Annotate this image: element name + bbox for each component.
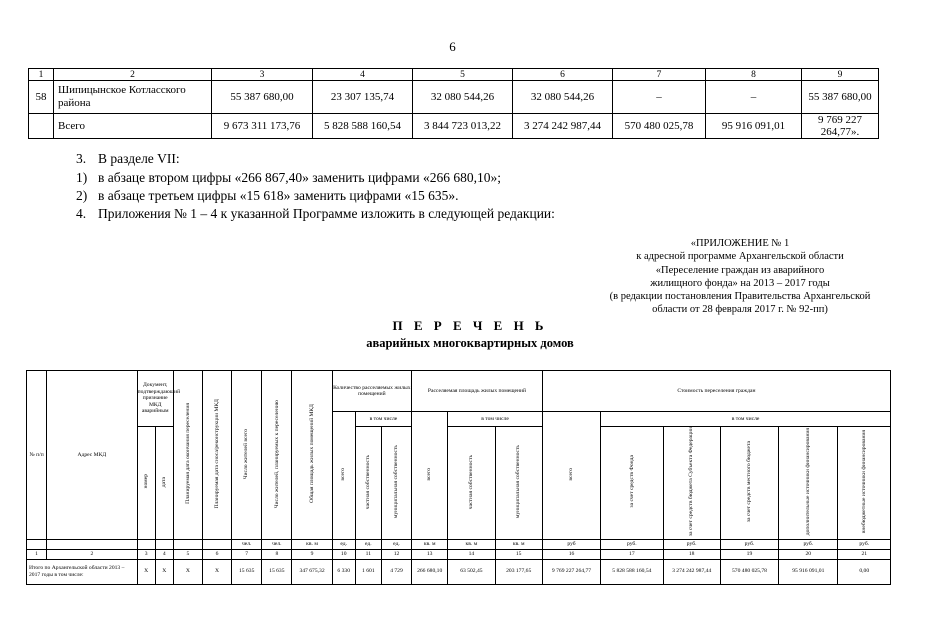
header-cost-local <box>720 427 778 540</box>
column-number: 7 <box>613 69 706 81</box>
column-number: 4 <box>313 69 413 81</box>
header-cost-additional-text: дополнительные источники финансирования <box>805 428 812 536</box>
unit-cell-empty <box>137 539 155 549</box>
column-number: 8 <box>262 549 292 559</box>
unit-cell: руб. <box>720 539 778 549</box>
unit-cell-empty <box>27 539 47 549</box>
header-row <box>27 427 891 540</box>
cell-value: 55 387 680,00 <box>212 81 313 114</box>
cell-value: 3 274 242 987,44 <box>513 114 613 139</box>
header-doc-number-text: номер <box>142 474 149 489</box>
header-planned-demolition-text: Планируемая дата сноса/реконструкции МКД <box>213 398 220 509</box>
cell-value: 55 387 680,00 <box>802 81 879 114</box>
unit-cell: кв. м <box>292 539 332 549</box>
appendix-header <box>540 237 940 317</box>
column-number: 9 <box>292 549 332 559</box>
paragraph <box>76 188 459 204</box>
totals-value: X <box>173 559 202 584</box>
column-number: 3 <box>137 549 155 559</box>
paragraph-number: 4. <box>76 206 87 221</box>
header-area-total-text: всего <box>426 467 433 481</box>
header-cost-local-text: за счет средств местного бюджета <box>746 441 753 523</box>
header-cost-extra-budget-text: внебюджетные источники финансирования <box>860 429 867 534</box>
header-cost-fund <box>601 427 663 540</box>
totals-label: Итого по Архангельской области 2013 – 2017 годы в том числе: <box>27 559 138 584</box>
column-number: 1 <box>29 69 54 81</box>
unit-cell: ед. <box>355 539 381 549</box>
column-number: 3 <box>212 69 313 81</box>
column-number-row <box>27 549 891 559</box>
cell-value: 9 769 227 264,77». <box>802 114 879 139</box>
cell-value: – <box>706 81 802 114</box>
totals-value: 570 480 025,78 <box>720 559 778 584</box>
column-number: 6 <box>513 69 613 81</box>
totals-value: 9 769 227 264,77 <box>542 559 600 584</box>
unit-cell: руб. <box>663 539 720 549</box>
column-number: 5 <box>173 549 202 559</box>
totals-value: 63 502,45 <box>448 559 495 584</box>
totals-value: 5 828 588 160,54 <box>601 559 663 584</box>
totals-value: 266 680,10 <box>412 559 448 584</box>
header-total-area <box>292 371 332 540</box>
continuation-table <box>28 68 879 139</box>
header-count-total <box>332 412 355 540</box>
paragraph-text: Приложения № 1 – 4 к указанной Программе изложить в следующей редакции: <box>98 206 555 221</box>
page-number: 6 <box>449 39 456 54</box>
paragraph-text: В разделе VII: <box>98 151 180 166</box>
totals-value: X <box>202 559 231 584</box>
header-count-municipal <box>381 427 411 540</box>
column-number: 7 <box>232 549 262 559</box>
header-count-including: в том числе <box>355 412 411 427</box>
totals-value: 6 330 <box>332 559 355 584</box>
unit-cell: руб. <box>779 539 838 549</box>
header-count-total-text: всего <box>340 467 347 481</box>
header-num: № п/п <box>27 371 47 540</box>
header-count-private <box>355 427 381 540</box>
unit-cell: кв. м <box>448 539 495 549</box>
totals-value: 347 675,32 <box>292 559 332 584</box>
list-subtitle: аварийных многоквартирных домов <box>366 336 574 350</box>
unit-cell: чел. <box>262 539 292 549</box>
appendix-line: к адресной программе Архангельской области <box>636 251 844 263</box>
column-number: 15 <box>495 549 542 559</box>
unit-cell-empty <box>155 539 173 549</box>
unit-cell-empty <box>202 539 231 549</box>
totals-value: 4 729 <box>381 559 411 584</box>
header-area-private <box>448 427 495 540</box>
column-number: 2 <box>47 549 138 559</box>
totals-value: 3 274 242 987,44 <box>663 559 720 584</box>
header-document: Документ, подтверждающий признание МКД аварийным <box>137 371 173 427</box>
header-cost-additional <box>779 427 838 540</box>
column-number: 2 <box>54 69 212 81</box>
column-number: 10 <box>332 549 355 559</box>
header-count-private-text: частная собственность <box>365 454 372 509</box>
column-number: 9 <box>802 69 879 81</box>
header-residents <box>232 371 262 540</box>
totals-value: 15 635 <box>232 559 262 584</box>
paragraph-number: 3. <box>76 151 87 166</box>
unit-cell: кв. м <box>495 539 542 549</box>
row-name: Шипицынское Котласского района <box>54 81 212 114</box>
header-address: Адрес МКД <box>47 371 138 540</box>
header-planned-end-text: Планируемая дата окончания переселения <box>184 403 191 505</box>
paragraph-number: 1) <box>76 170 88 185</box>
column-number-row <box>29 69 879 81</box>
header-cost-total <box>542 412 600 540</box>
unit-cell: руб <box>542 539 600 549</box>
column-number: 17 <box>601 549 663 559</box>
column-number: 5 <box>413 69 513 81</box>
column-number: 19 <box>720 549 778 559</box>
column-number: 14 <box>448 549 495 559</box>
list-title: П Е Р Е Ч Е Н Ь <box>392 318 548 333</box>
paragraph-text: в абзаце третьем цифры «15 618» заменить цифрами «15 635». <box>98 188 459 203</box>
totals-row <box>27 559 891 584</box>
table-row <box>29 81 879 114</box>
header-doc-date <box>155 427 173 540</box>
unit-cell: кв. м <box>412 539 448 549</box>
header-count-municipal-text: муниципальная собственность <box>393 445 400 519</box>
column-number: 20 <box>779 549 838 559</box>
column-number: 8 <box>706 69 802 81</box>
unit-cell: ед. <box>381 539 411 549</box>
header-cost-total-text: всего <box>568 467 575 481</box>
totals-value: 15 635 <box>262 559 292 584</box>
appendix-line: области от 28 февраля 2017 г. № 92-пп) <box>652 304 828 316</box>
paragraph-text: в абзаце втором цифры «266 867,40» заменить цифрами «266 680,10»; <box>98 170 502 185</box>
cell-value: 32 080 544,26 <box>413 81 513 114</box>
cell-value: 32 080 544,26 <box>513 81 613 114</box>
header-planned-end <box>173 371 202 540</box>
column-number: 21 <box>838 549 891 559</box>
column-number: 11 <box>355 549 381 559</box>
column-number: 13 <box>412 549 448 559</box>
header-area-municipal-text: муниципальная собственность <box>515 445 522 519</box>
houses-table <box>26 370 891 585</box>
totals-value: 1 601 <box>355 559 381 584</box>
cell-value: – <box>613 81 706 114</box>
row-name: Всего <box>54 114 212 139</box>
unit-cell-empty <box>173 539 202 549</box>
column-number: 12 <box>381 549 411 559</box>
table-row-total <box>29 114 879 139</box>
paragraph <box>76 206 555 222</box>
totals-value: X <box>155 559 173 584</box>
header-cost-regional-text: за счет средств бюджета Субъекта Федерации <box>688 427 695 537</box>
header-area-municipal <box>495 427 542 540</box>
header-cost-regional <box>663 427 720 540</box>
unit-cell: руб. <box>601 539 663 549</box>
cell-value: 23 307 135,74 <box>313 81 413 114</box>
header-cost-extra-budget <box>838 427 891 540</box>
paragraph <box>76 151 180 167</box>
row-number <box>29 114 54 139</box>
appendix-line: «ПРИЛОЖЕНИЕ № 1 <box>690 238 790 249</box>
unit-cell: ед. <box>332 539 355 549</box>
header-doc-date-text: дата <box>161 476 167 487</box>
row-number: 58 <box>29 81 54 114</box>
cell-value: 9 673 311 173,76 <box>212 114 313 139</box>
header-residents-planned <box>262 371 292 540</box>
header-planned-demolition <box>202 371 231 540</box>
appendix-line: жилищного фонда» на 2013 – 2017 годы <box>650 277 830 289</box>
header-cost-group: Стоимость переселения граждан <box>542 371 890 412</box>
unit-cell: чел. <box>232 539 262 549</box>
totals-value: 203 177,65 <box>495 559 542 584</box>
column-number: 6 <box>202 549 231 559</box>
column-number: 4 <box>155 549 173 559</box>
totals-value: X <box>137 559 155 584</box>
header-total-area-text: Общая площадь жилых помещений МКД <box>308 404 315 504</box>
totals-value: 0,00 <box>838 559 891 584</box>
unit-cell: руб. <box>838 539 891 549</box>
header-cost-including: в том числе <box>601 412 891 427</box>
header-area-private-text: частная собственность <box>468 454 475 509</box>
cell-value: 570 480 025,78 <box>613 114 706 139</box>
header-residents-planned-text: Число жителей, планируемых к переселению <box>273 399 280 508</box>
paragraph <box>76 170 501 186</box>
appendix-line: «Переселение граждан из аварийного <box>655 264 825 276</box>
column-number: 1 <box>27 549 47 559</box>
cell-value: 95 916 091,01 <box>706 114 802 139</box>
header-row <box>27 371 891 412</box>
header-area-total <box>412 412 448 540</box>
appendix-line: (в редакции постановления Правительства Архангельской <box>609 291 871 303</box>
header-doc-number <box>137 427 155 540</box>
column-number: 18 <box>663 549 720 559</box>
cell-value: 5 828 588 160,54 <box>313 114 413 139</box>
header-count-group: Количество расселяемых жилых помещений <box>332 371 411 412</box>
unit-cell-empty <box>47 539 138 549</box>
header-cost-fund-text: за счет средств Фонда <box>628 455 635 508</box>
totals-value: 95 916 091,01 <box>779 559 838 584</box>
header-residents-text: Число жителей всего <box>243 428 250 479</box>
header-area-group: Расселяемая площадь жилых помещений <box>412 371 543 412</box>
header-area-including: в том числе <box>448 412 543 427</box>
cell-value: 3 844 723 013,22 <box>413 114 513 139</box>
paragraph-number: 2) <box>76 188 88 203</box>
column-number: 16 <box>542 549 600 559</box>
units-row <box>27 539 891 549</box>
